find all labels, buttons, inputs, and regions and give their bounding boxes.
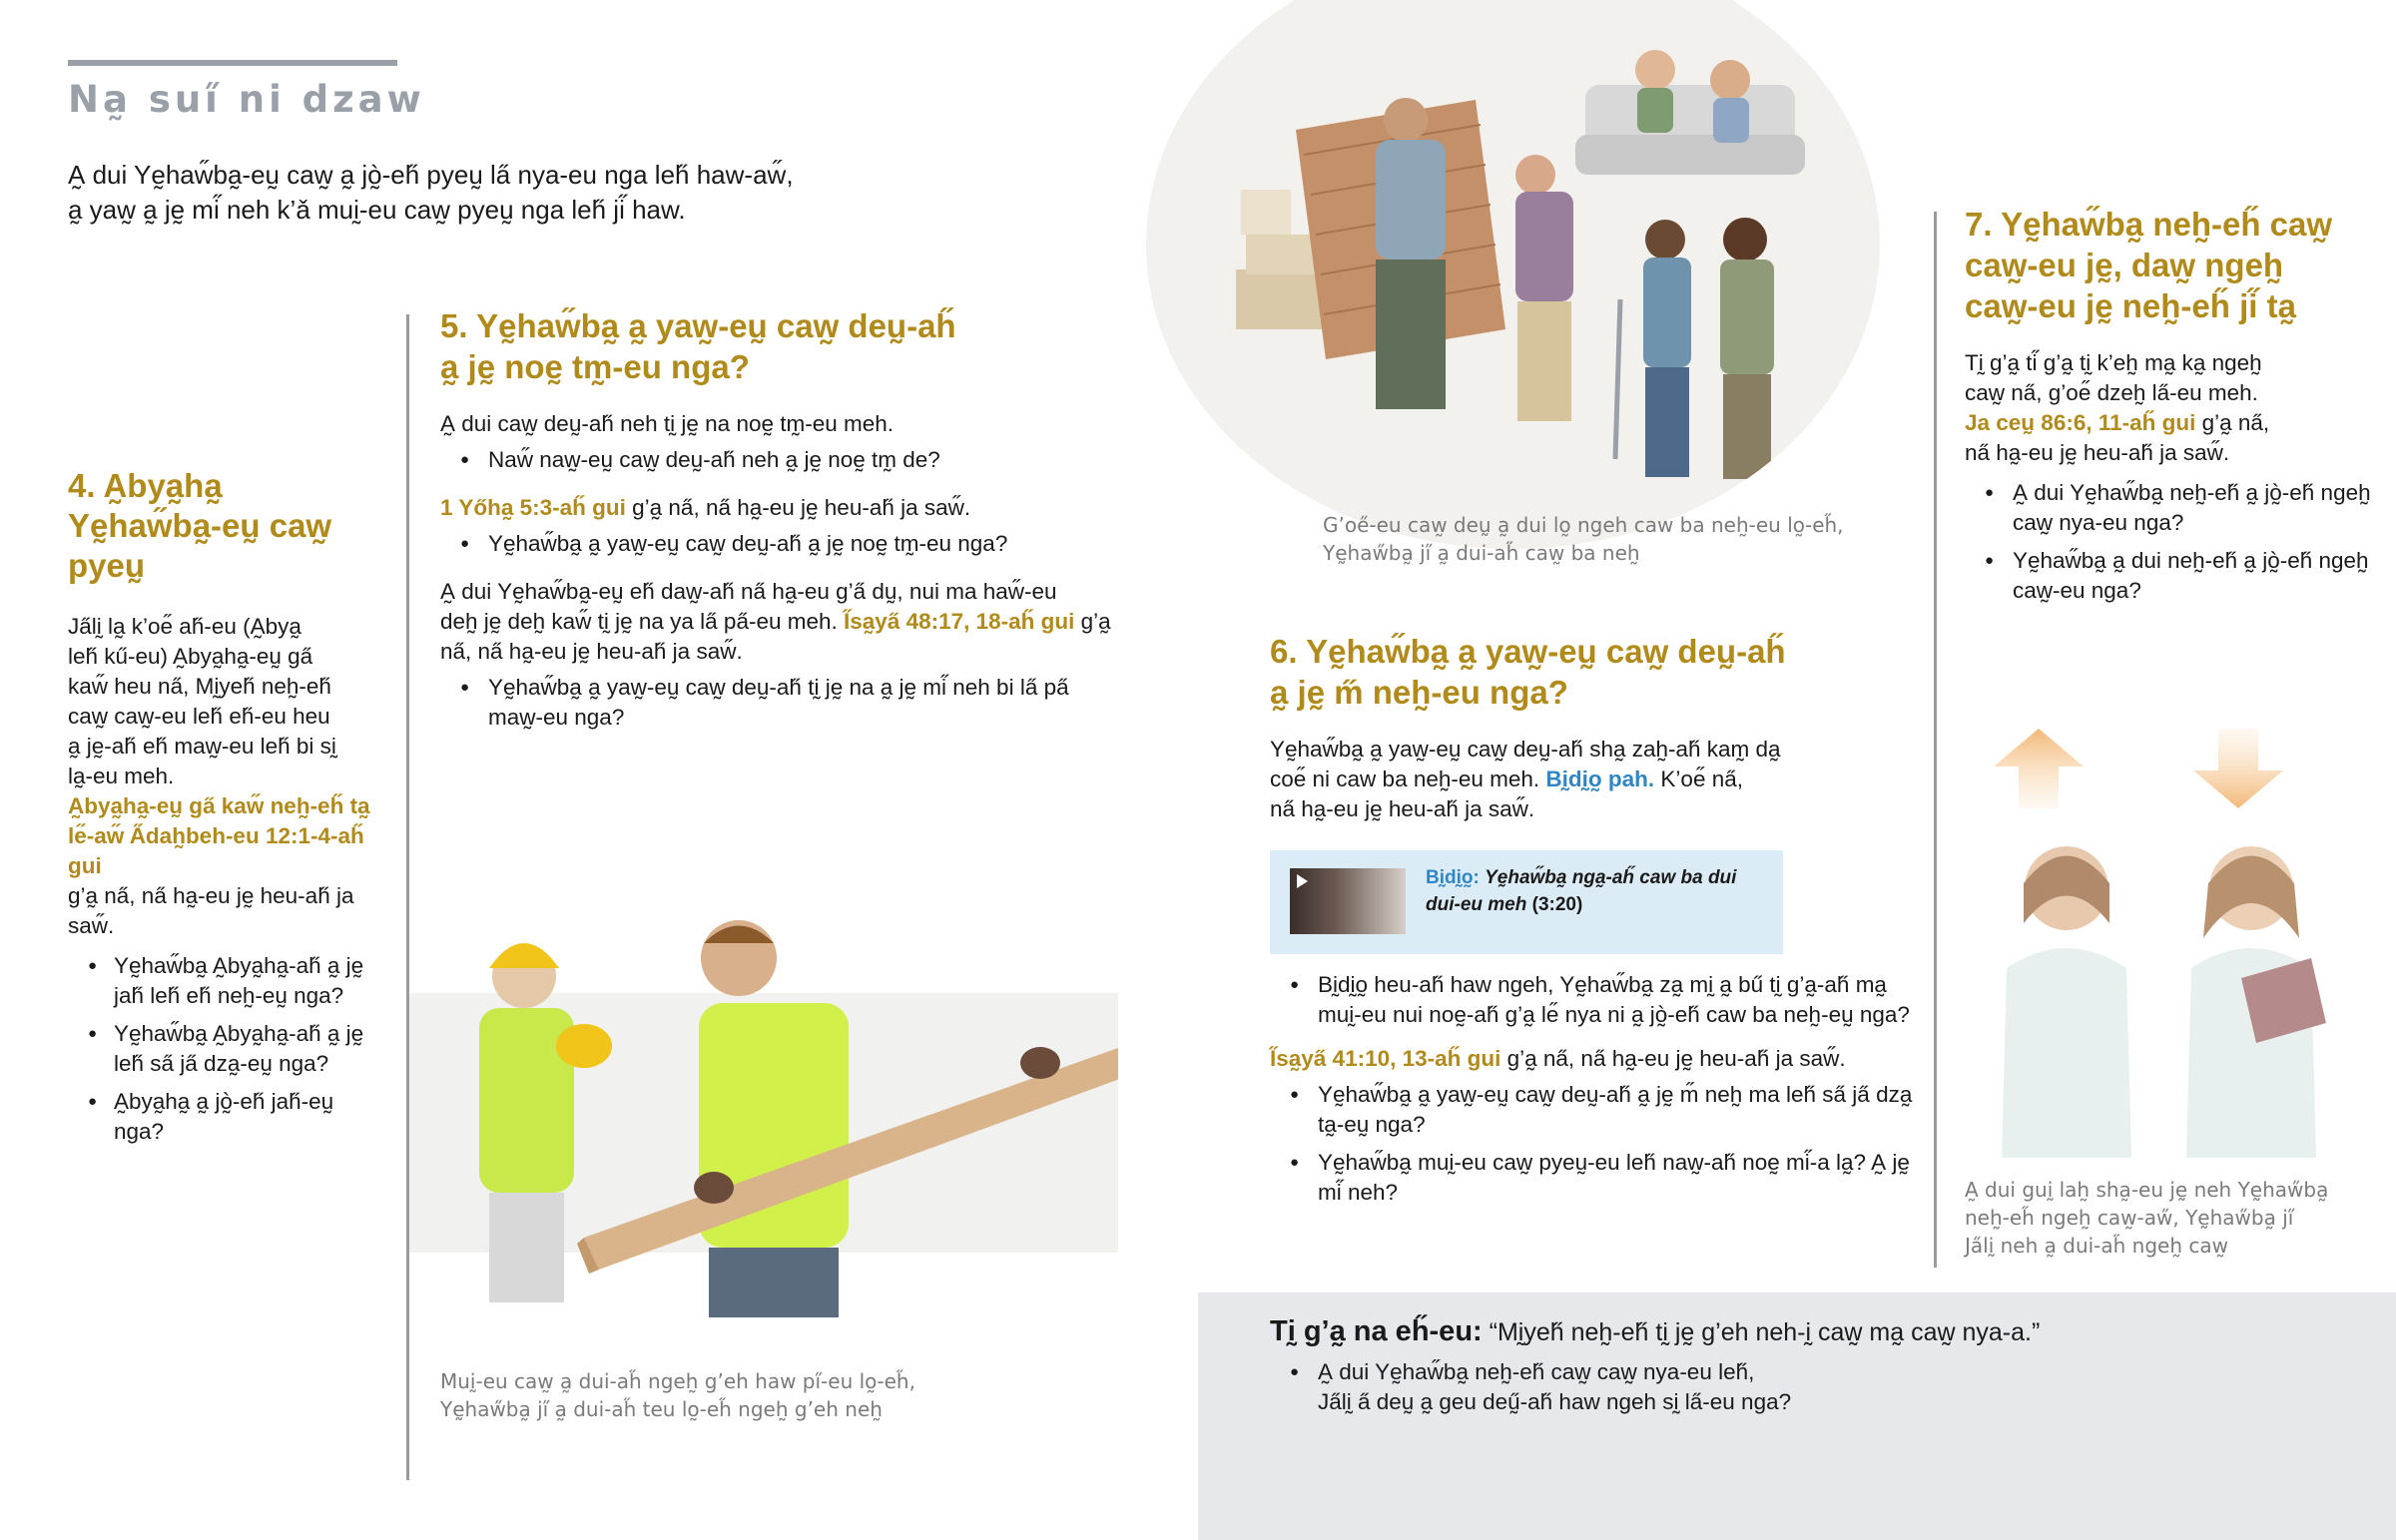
section-4-heading: 4. A̰bya̰ha̰ Yḛhaw̋ba̰-eṵ caw̰ pyeṵ <box>68 467 332 584</box>
video-duration: (3:20) <box>1531 894 1583 915</box>
section-5 <box>440 305 1129 741</box>
paragraph: Yḛhaw̋ba̰ a̰ yaw̰-eṵ caw̰ deṵ-ah̋ sha̰ zah̰-ah̋ kam̰ da̰ coe̋ ni caw ba neh̰-eu meh. Bḭdḭo̰ pah. K’oe̋ na̋, na̋ ha̰-eu jḛ heu-ah̋ ja saw̋. <box>1270 737 1781 821</box>
summary-box <box>1198 1292 2396 1540</box>
list-item: ● Yḛhaw̋ba̰ a̰ yaw̰-eṵ caw̰ deṵ-ah̋ tḭ jḛ na a̰ jḛ mi̋ neh bi la̋ pa̋ maw̰-eu nga? <box>440 673 1129 733</box>
scripture-reference[interactable]: 1 Yőha̰ 5:3-ah̋ gui <box>440 495 626 520</box>
scripture-reference[interactable]: I̋sa̰ya̋ 48:17, 18-ah̋ gui <box>844 609 1075 634</box>
list-item: ● Naw̋ naw̰-eṵ caw̰ deṵ-ah̋ neh a̰ jḛ noḛ tm̰ de? <box>440 445 1129 475</box>
section-7-caption: A̰ dui guḭ lah̰ sha̰-eu jḛ neh Yḛhaw̋ba̰ neh̰-eh̋ ngeh̰ caw̰-aw̋, Yḛhaw̋ba̰ ji̋ Ja̋lḭ neh a̰ dui-ah̋ ngeh̰ caw̰ <box>1965 1178 2329 1258</box>
question-list <box>440 529 1129 559</box>
question-list <box>1270 1357 2368 1417</box>
video-title: Yḛhaw̋ba̰ nga̰-ah̋ caw ba dui dui-eu meh <box>1426 867 1737 915</box>
paragraph: 1 Yőha̰ 5:3-ah̋ gui g’a̰ na̋, na̋ ha̰-eu jḛ heu-ah̋ ja saw̋. <box>440 495 971 520</box>
video-link[interactable]: Bḭdḭo̰ pah. <box>1545 767 1655 791</box>
list-item: ● A̰ dui Yḛhaw̋ba̰ neh̰-eh̋ caw̰ caw̰ nya-eu leh̋, Ja̋lḭ a̋ deṵ a̰ geu deṵ̋-ah̋ haw ngeh sḭ la̋-eu nga? <box>1270 1357 2368 1417</box>
section-6 <box>1270 631 1929 1216</box>
play-icon[interactable] <box>1297 874 1308 888</box>
list-item: ● A̰ dui Yḛhaw̋ba̰ neh̰-eh̋ a̰ jò̰-eh̋ ngeh̰ caw̰ nya-eu nga? <box>1965 478 2384 538</box>
helping-illustration-circle <box>1146 0 1880 549</box>
paragraph: Tḭ g’a̰ ti̋ g’a̰ tḭ k’eh̰ ma̰ ka̰ ngeh̰ caw̰ na̋, g’oe̋ dzeh̰ la̋-eu meh. Ja ceṵ 86:6, 11-ah̋ gui g’a̰ na̋, na̋ ha̰-eu jḛ heu-ah̋ ja saw̋. <box>1965 350 2270 465</box>
list-item: ● Yḛhaw̋ba̰ a̰ yaw̰-eṵ caw̰ deṵ-ah̋ a̰ jḛ noḛ tm̰-eu nga? <box>440 529 1129 559</box>
question-list <box>1270 1080 1929 1208</box>
list-item: ● Yḛhaw̋ba̰ a̰ yaw̰-eṵ caw̰ deṵ-ah̋ a̰ jḛ m̋ neh̰ ma leh̋ sa̋ ja̋ dza̰ ta̰-eṵ nga? <box>1270 1080 1929 1140</box>
question-list <box>1270 970 1929 1030</box>
question-list <box>440 673 1129 733</box>
section-7 <box>1965 204 2384 614</box>
question-list <box>440 445 1129 475</box>
scripture-reference[interactable]: A̰bya̰ha̰-eṵ ga̋ kaw̋ neh̰-eh̋ ta̰ le̋-aw̋ A̋dah̰beh-eu 12:1-4-ah̋ gui <box>68 793 370 878</box>
arrow-up-icon <box>1994 729 2084 808</box>
paragraph: A̰ dui caw̰ deṵ-ah̋ neh tḭ jḛ na noḛ tm̰-eu meh. <box>440 411 895 436</box>
section-6-heading: 6. Yḛhaw̋ba̰ a̰ yaw̰-eṵ caw̰ deṵ-ah̋ a̰ jḛ m̋ neh̰-eu nga? <box>1270 633 1786 711</box>
video-card[interactable] <box>1270 850 1783 954</box>
section-7-heading: 7. Yḛhaw̋ba̰ neh̰-eh̋ caw̰ caw̰-eu jḛ, daw̰ ngeh̰ caw̰-eu jḛ neh̰-eh̋ ji̋ ta̰ <box>1965 206 2333 324</box>
workers-illustration <box>409 898 1118 1337</box>
video-thumbnail[interactable] <box>1290 868 1406 934</box>
summary-label: Tḭ g’a̰ na eh̋-eu: <box>1270 1315 1483 1347</box>
paragraph: I̋sa̰ya̋ 41:10, 13-ah̋ gui g’a̰ na̋, na̋ ha̰-eu jḛ heu-ah̋ ja saw̋. <box>1270 1046 1846 1071</box>
section-4 <box>68 466 379 1155</box>
section-4-body: Ja̋lḭ la̰ k’oe̋ ah̋-eu (A̰bya̰ leh̋ kű-eu) A̰bya̰ha̰-eṵ ga̋ kaw̋ heu na̋, Mḭyeh̋ neh̰-eh̋ caw̰ caw̰-eu leh̋ eh̋-eu heu a̰ jḛ-ah̋ eh̋ maw̰-eu leh̋ bi sḭ la̰-eu meh. A̰bya̰ha̰-eṵ ga̋ kaw̋ neh̰-eh̋ ta̰ le̋-aw̋ A̋dah̰beh-eu 12:1-4-ah̋ gui g’a̰ na̋, na̋ ha̰-eu jḛ heu-ah̋ ja saw̋. <box>68 612 379 941</box>
page-title: Na̰ sui̋ ni dzaw <box>68 78 425 121</box>
header-rule <box>68 60 397 66</box>
arrow-down-icon <box>2193 729 2283 808</box>
paragraph: A̰ dui Yḛhaw̋ba̰-eṵ eh̋ daw̰-ah̋ na̋ ha̰-eu g’a̋ dṵ, nui ma haw̋-eu deh̰ jḛ deh̰ kaw̋ tḭ jḛ na ya la̋ pa̋-eu meh. I̋sa̰ya̋ 48:17, 18-ah̋ gui g’a̰ na̋, na̋ ha̰-eu jḛ heu-ah̋ ja saw̋. <box>440 579 1111 664</box>
list-item: ● A̰bya̰ha̰ a̰ jò̰-eh̋ jah̋-eṵ nga? <box>68 1087 379 1147</box>
list-item: ● Bḭdḭo̰ heu-ah̋ haw ngeh, Yḛhaw̋ba̰ za̰ mḭ a̰ bű tḭ g’a̰-ah̋ ma̰ muḭ-eu nui noḛ-ah̋ g’a̰ le̋ nya ni a̰ jò̰-eh̋ caw ba neh̰-eṵ nga? <box>1270 970 1929 1030</box>
section-6-top-caption: G’oe̋-eu caw̰ deṵ a̰ dui lo̰ ngeh caw ba neh̰-eu lo̰-eh̋, Yḛhaw̋ba̰ ji̋ a̰ dui-ah̋ caw̰ ba neh̰ <box>1323 513 1844 565</box>
list-item: ● Yḛhaw̋ba̰ muḭ-eu caw̰ pyeṵ-eu leh̋ naw̰-ah̋ noḛ mi̋-a la̰? A̰ jḛ mi̋ neh? <box>1270 1148 1929 1208</box>
list-item: ● Yḛhaw̋ba̰ a̰ dui neh̰-eh̋ a̰ jò̰-eh̋ ngeh̰ caw̰-eu nga? <box>1965 546 2384 606</box>
list-item: ● Yḛhaw̋ba̰ A̰bya̰ha̰-ah̋ a̰ jḛ leh̋ sa̋ ja̋ dza̰-eṵ nga? <box>68 1019 379 1079</box>
summary-quote: “Mḭyeh̋ neh̰-eh̋ tḭ jḛ g’eh neh-ḭ caw̰ ma̰ caw̰ nya-a.” <box>1489 1318 2041 1346</box>
scripture-reference[interactable]: I̋sa̰ya̋ 41:10, 13-ah̋ gui <box>1270 1046 1501 1071</box>
prayer-reading-illustration <box>1982 828 2361 1158</box>
section-5-caption: Muḭ-eu caw̰ a̰ dui-ah̋ ngeh̰ g’eh haw pi̋-eu lo̰-eh̋, Yḛhaw̋ba̰ ji̋ a̰ dui-ah̋ teu lo̰-eh̋ ngeh̰ g’eh neh̰ <box>440 1369 915 1421</box>
list-item: ● Yḛhaw̋ba̰ A̰bya̰ha̰-ah̋ a̰ jḛ jah̋ leh̋ eh̋ neh̰-eṵ nga? <box>68 951 379 1011</box>
column-divider <box>1934 212 1937 1268</box>
question-list <box>1965 478 2384 606</box>
video-label: Bḭdḭo̰: <box>1426 867 1480 888</box>
intro-text: A̰ dui Yḛhaw̋ba̰-eṵ caw̰ a̰ jò̰-eh̋ pyeṵ la̋ nya-eu nga leh̋ haw-aw̋, a̰ yaw̰ a̰ jḛ mi̋ neh k’ǎ muḭ-eu caw̰ pyeṵ nga leh̋ ji̋ haw. <box>68 160 794 225</box>
section-5-heading: 5. Yḛhaw̋ba̰ a̰ yaw̰-eṵ caw̰ deṵ-ah̋ a̰ jḛ noḛ tm̰-eu nga? <box>440 307 956 385</box>
scripture-reference[interactable]: Ja ceṵ 86:6, 11-ah̋ gui <box>1965 410 2196 435</box>
section-4-questions <box>68 951 379 1147</box>
